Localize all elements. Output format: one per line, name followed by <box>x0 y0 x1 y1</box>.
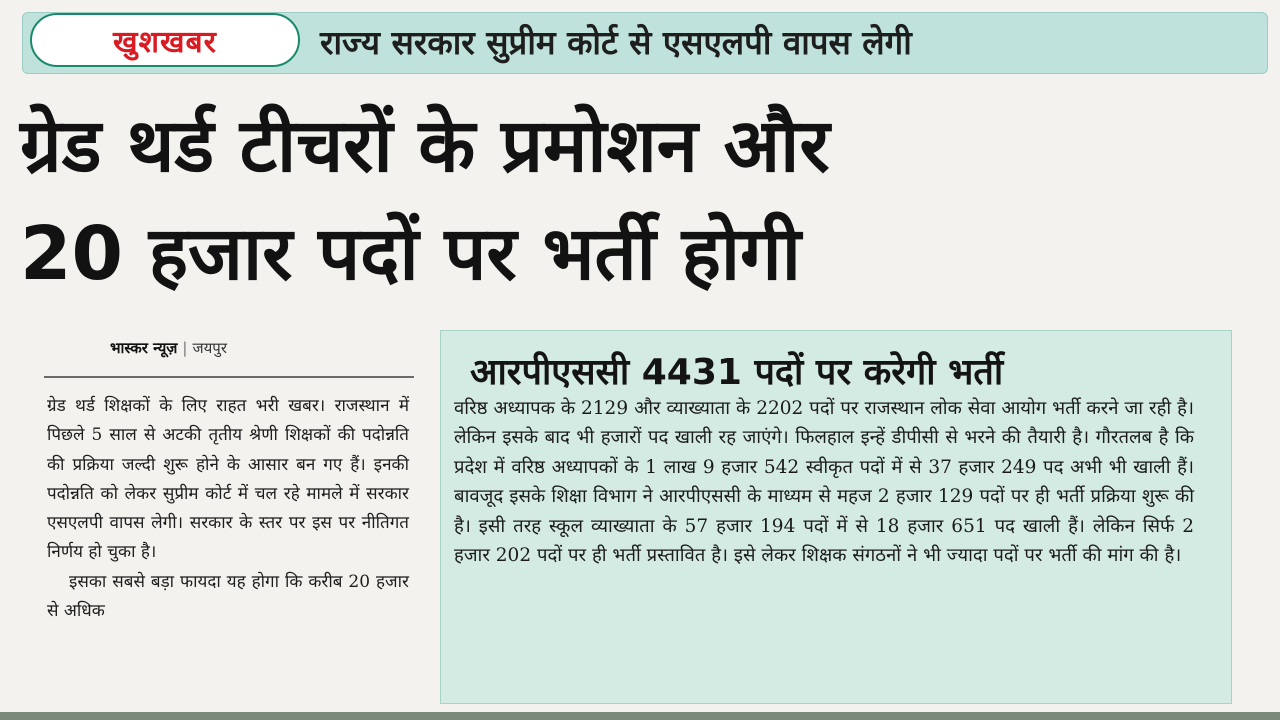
sidebar-story-title: आरपीएससी 4431 पदों पर करेगी भर्ती <box>470 352 1004 393</box>
column-rule <box>44 376 414 378</box>
headline-line-1: ग्रेड थर्ड टीचरों के प्रमोशन और <box>20 103 830 189</box>
byline <box>110 338 227 358</box>
left-paragraph-2: इसका सबसे बड़ा फायदा यह होगा कि करीब 20 हजार से अधिक <box>47 571 409 622</box>
left-paragraph-1: ग्रेड थर्ड शिक्षकों के लिए राहत भरी खबर। राजस्थान में पिछले 5 साल से अटकी तृतीय श्रेणी शिक्षकों की पदोन्नति की प्रक्रिया जल्दी शुरू होने के आसार बन गए हैं। इनकी पदोन्नति को लेकर सुप्रीम कोर्ट में चल रहे मामले में सरकार एसएलपी वापस लेगी। सरकार के स्तर पर इस पर नीतिगत निर्णय हो चुका है। <box>47 396 409 563</box>
sidebar-story-paragraph: वरिष्ठ अध्यापक के 2129 और व्याख्याता के 2202 पदों पर राजस्थान लोक सेवा आयोग भर्ती करने जा रही है। लेकिन इसके बाद भी हजारों पद खाली रह जाएंगे। फिलहाल इन्हें डीपीसी से भरने की तैयारी है। गौरतलब है कि प्रदेश में वरिष्ठ अध्यापकों के 1 लाख 9 हजार 542 स्वीकृत पदों में से 37 हजार 249 पद अभी भी खाली हैं। बावजूद इसके शिक्षा विभाग ने आरपीएससी के माध्यम से महज 2 हजार 129 पदों पर ही भर्ती प्रक्रिया शुरू की है। इसी तरह स्कूल व्याख्याता के 57 हजार 194 पदों में से 18 हजार 651 पद खाली हैं। लेकिन सिर्फ 2 हजार 202 पदों पर ही भर्ती प्रस्तावित है। इसे लेकर शिक्षक संगठनों ने भी ज्यादा पदों पर भर्ती की मांग की है। <box>454 398 1194 567</box>
main-headline <box>20 92 1260 308</box>
kicker-headline: राज्य सरकार सुप्रीम कोर्ट से एसएलपी वापस लेगी <box>320 23 912 62</box>
badge-label: खुशखबर <box>113 24 217 60</box>
byline-city: जयपुर <box>192 339 227 357</box>
khushkhabar-badge <box>30 13 300 67</box>
byline-source: भास्कर न्यूज़ <box>110 339 178 357</box>
headline-line-2: 20 हजार पदों पर भर्ती होगी <box>20 211 801 297</box>
bottom-edge-strip <box>0 712 1280 720</box>
left-column-body <box>47 392 409 626</box>
byline-separator: | <box>182 339 188 357</box>
sidebar-story-body <box>454 394 1194 570</box>
